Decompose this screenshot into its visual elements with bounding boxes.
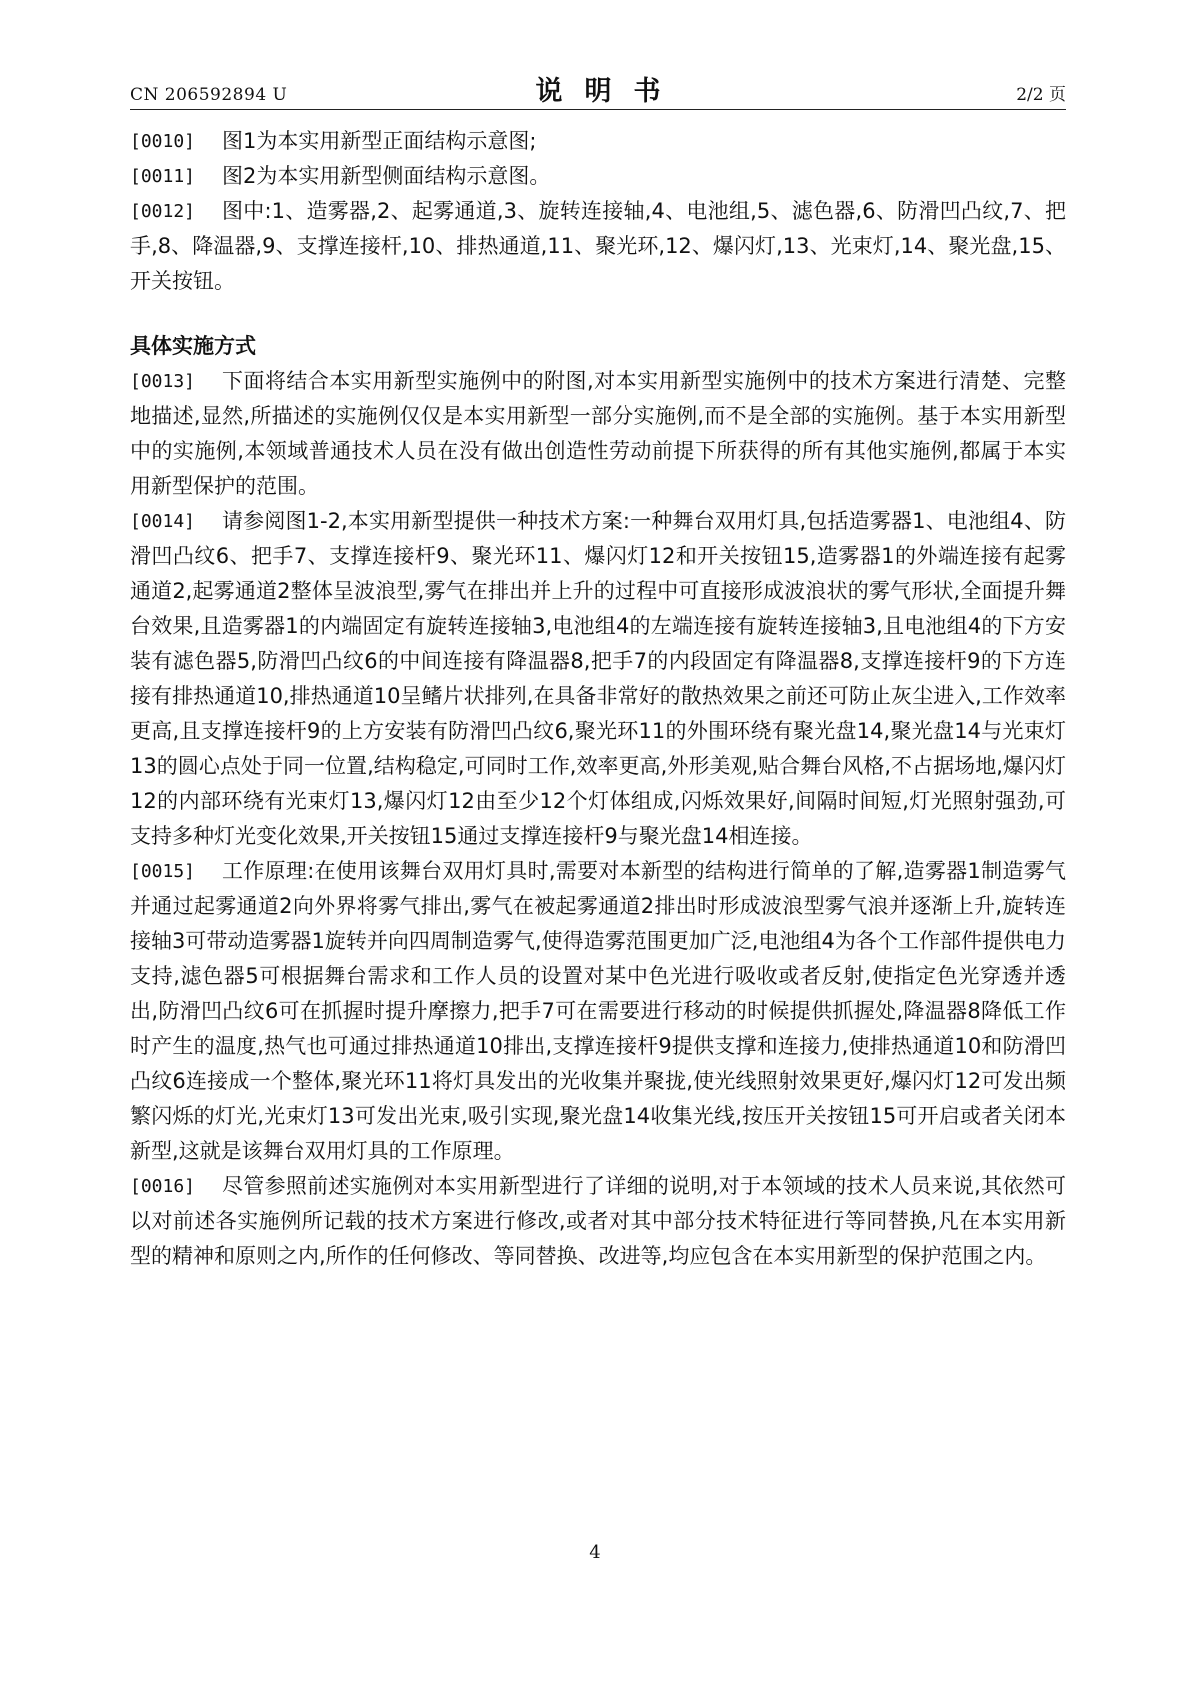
paragraph-number: [0013]	[130, 371, 196, 392]
paragraph-number: [0012]	[130, 201, 196, 222]
paragraph-0010	[130, 124, 1066, 159]
paragraph-0015	[130, 854, 1066, 1169]
page-indicator: 2/2 页	[1016, 85, 1066, 105]
paragraph-text: 图2为本实用新型侧面结构示意图。	[222, 164, 551, 188]
paragraph-text: 工作原理:在使用该舞台双用灯具时,需要对本新型的结构进行简单的了解,造雾器1制造雾气并通过起雾通道2向外界将雾气排出,雾气在被起雾通道2排出时形成波浪型雾气浪并逐渐上升,旋转连接轴3可带动造雾器1旋转并向四周制造雾气,使得造雾范围更加广泛,电池组4为各个工作部件提供电力支持,滤色器5可根据舞台需求和工作人员的设置对某中色光进行吸收或者反射,使指定色光穿透并透出,防滑凹凸纹6可在抓握时提升摩擦力,把手7可在需要进行移动的时候提供抓握处,降温器8降低工作时产生的温度,热气也可通过排热通道10排出,支撑连接杆9提供支撑和连接力,使排热通道10和防滑凹凸纹6连接成一个整体,聚光环11将灯具发出的光收集并聚拢,使光线照射效果更好,爆闪灯12可发出频繁闪烁的灯光,光束灯13可发出光束,吸引实现,聚光盘14收集光线,按压开关按钮15可开启或者关闭本新型,这就是该舞台双用灯具的工作原理。	[130, 859, 1066, 1163]
paragraph-0016	[130, 1169, 1066, 1274]
paragraph-0014	[130, 504, 1066, 854]
paragraph-number: [0016]	[130, 1176, 196, 1197]
header-rule	[130, 109, 1066, 110]
section-heading: 具体实施方式	[130, 334, 256, 358]
page-header	[130, 68, 1066, 108]
page-number: 4	[589, 1542, 601, 1563]
document-title: 说明书	[535, 76, 683, 107]
paragraph-0011	[130, 159, 1066, 194]
document-body	[130, 124, 1066, 1274]
paragraph-0012	[130, 194, 1066, 299]
paragraph-number: [0010]	[130, 131, 196, 152]
paragraph-text: 图1为本实用新型正面结构示意图;	[222, 129, 537, 153]
paragraph-number: [0011]	[130, 166, 196, 187]
paragraph-text: 请参阅图1-2,本实用新型提供一种技术方案:一种舞台双用灯具,包括造雾器1、电池组4、防滑凹凸纹6、把手7、支撑连接杆9、聚光环11、爆闪灯12和开关按钮15,造雾器1的外端连接有起雾通道2,起雾通道2整体呈波浪型,雾气在排出并上升的过程中可直接形成波浪状的雾气形状,全面提升舞台效果,且造雾器1的内端固定有旋转连接轴3,电池组4的左端连接有旋转连接轴3,且电池组4的下方安装有滤色器5,防滑凹凸纹6的中间连接有降温器8,把手7的内段固定有降温器8,支撑连接杆9的下方连接有排热通道10,排热通道10呈鳍片状排列,在具备非常好的散热效果之前还可防止灰尘进入,工作效率更高,且支撑连接杆9的上方安装有防滑凹凸纹6,聚光环11的外围环绕有聚光盘14,聚光盘14与光束灯13的圆心点处于同一位置,结构稳定,可同时工作,效率更高,外形美观,贴合舞台风格,不占据场地,爆闪灯12的内部环绕有光束灯13,爆闪灯12由至少12个灯体组成,闪烁效果好,间隔时间短,灯光照射强劲,可支持多种灯光变化效果,开关按钮15通过支撑连接杆9与聚光盘14相连接。	[130, 509, 1066, 848]
paragraph-text: 尽管参照前述实施例对本实用新型进行了详细的说明,对于本领域的技术人员来说,其依然可以对前述各实施例所记载的技术方案进行修改,或者对其中部分技术特征进行等同替换,凡在本实用新型的精神和原则之内,所作的任何修改、等同替换、改进等,均应包含在本实用新型的保护范围之内。	[130, 1174, 1066, 1268]
document-number: CN 206592894 U	[130, 85, 288, 105]
paragraph-text: 图中:1、造雾器,2、起雾通道,3、旋转连接轴,4、电池组,5、滤色器,6、防滑凹凸纹,7、把手,8、降温器,9、支撑连接杆,10、排热通道,11、聚光环,12、爆闪灯,13、光束灯,14、聚光盘,15、开关按钮。	[130, 199, 1066, 293]
paragraph-0013	[130, 364, 1066, 504]
paragraph-text: 下面将结合本实用新型实施例中的附图,对本实用新型实施例中的技术方案进行清楚、完整地描述,显然,所描述的实施例仅仅是本实用新型一部分实施例,而不是全部的实施例。基于本实用新型中的实施例,本领域普通技术人员在没有做出创造性劳动前提下所获得的所有其他实施例,都属于本实用新型保护的范围。	[130, 369, 1066, 498]
paragraph-number: [0014]	[130, 511, 196, 532]
paragraph-number: [0015]	[130, 861, 196, 882]
